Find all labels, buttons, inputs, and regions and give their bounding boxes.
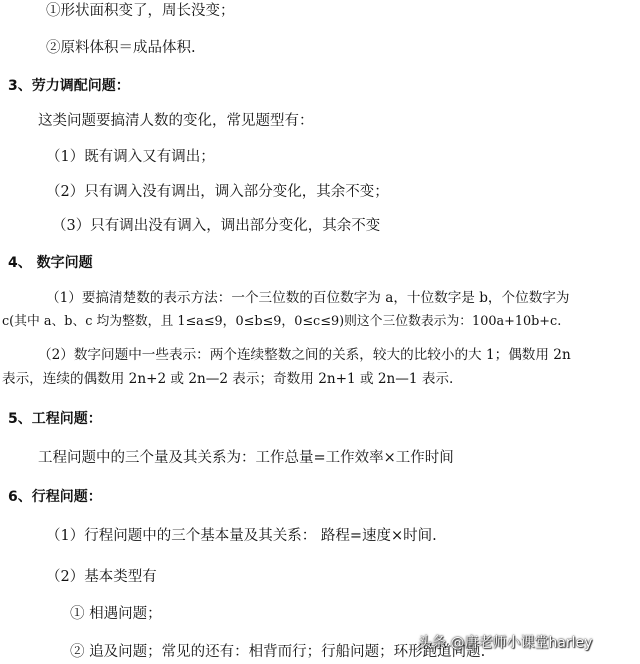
section-heading: 3、劳力调配问题： (8, 78, 130, 94)
text-line: （1）行程问题中的三个基本量及其关系： 路程=速度×时间. (46, 528, 437, 544)
text-line: ①形状面积变了，周长没变； (46, 3, 235, 19)
text-line: 表示，连续的偶数用 2n+2 或 2n—2 表示；奇数用 2n+1 或 2n—1 表示. (2, 371, 454, 387)
text-line: （1）要搞清楚数的表示方法：一个三位数的百位数字为 a，十位数字是 b，个位数字为 (46, 290, 570, 306)
text-line: ① 相遇问题； (70, 606, 162, 622)
text-line: （2）数字问题中一些表示：两个连续整数之间的关系，较大的比较小的大 1；偶数用 2n (38, 347, 571, 363)
section-heading: 4、 数字问题 (8, 255, 93, 271)
text-line: （2）基本类型有 (46, 569, 157, 585)
text-line: 工程问题中的三个量及其关系为：工作总量=工作效率×工作时间 (38, 450, 454, 466)
text-line: ② 追及问题；常见的还有：相背而行；行船问题；环形跑道问题. (70, 644, 486, 660)
text-line: ②原料体积＝成品体积. (46, 40, 196, 56)
text-line: （1）既有调入又有调出； (46, 149, 215, 165)
text-line: 这类问题要搞清人数的变化，常见题型有： (38, 113, 314, 129)
section-heading: 5、工程问题： (8, 411, 102, 427)
text-line: （3）只有调出没有调入，调出部分变化，其余不变 (52, 218, 381, 234)
text-line: c(其中 a、b、c 均为整数，且 1≤a≤9，0≤b≤9，0≤c≤9)则这个三位数表示为：100a+10b+c. (2, 314, 562, 329)
section-heading: 6、行程问题： (8, 489, 102, 505)
text-line: （2）只有调入没有调出，调入部分变化，其余不变； (46, 184, 389, 200)
watermark: 头条 @唐老师小课堂harley (418, 635, 593, 651)
